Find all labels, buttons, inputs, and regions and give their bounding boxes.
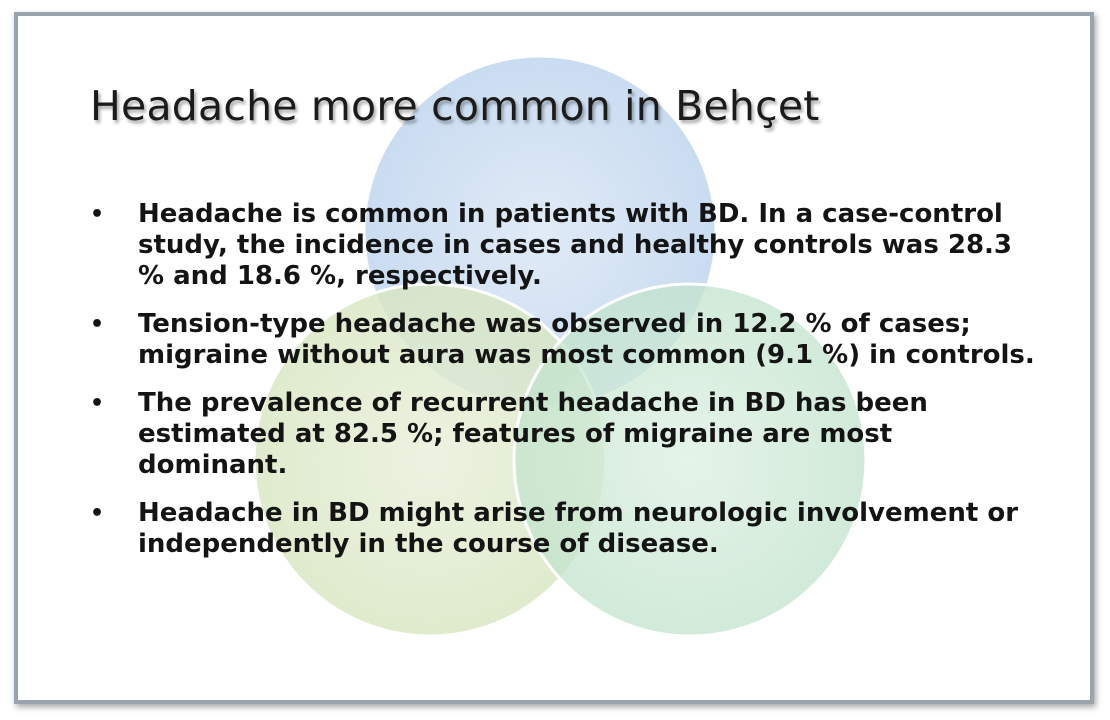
- bullet-item: [86, 498, 1046, 560]
- bullet-item: [86, 309, 1046, 371]
- slide-frame: [14, 12, 1094, 704]
- bullet-item: [86, 199, 1046, 292]
- bullet-dot-icon: •: [90, 391, 105, 416]
- bullet-text: Headache is common in patients with BD. In a case-control study, the incidence in cases and healthy controls was 28.3 % and 18.6 %, respectively.: [138, 199, 1013, 291]
- bullet-list: [86, 199, 1046, 577]
- bullet-dot-icon: •: [90, 501, 105, 526]
- bullet-text: Tension-type headache was observed in 12.2 % of cases; migraine without aura was most common (9.1 %) in controls.: [138, 309, 1035, 370]
- bullet-text: The prevalence of recurrent headache in BD has been estimated at 82.5 %; features of migraine are most dominant.: [138, 388, 928, 480]
- slide-title: Headache more common in Behçet: [90, 82, 820, 130]
- bullet-text: Headache in BD might arise from neurologic involvement or independently in the course of disease.: [138, 498, 1019, 559]
- bullet-dot-icon: •: [90, 312, 105, 337]
- bullet-dot-icon: •: [90, 202, 105, 227]
- bullet-item: [86, 388, 1046, 481]
